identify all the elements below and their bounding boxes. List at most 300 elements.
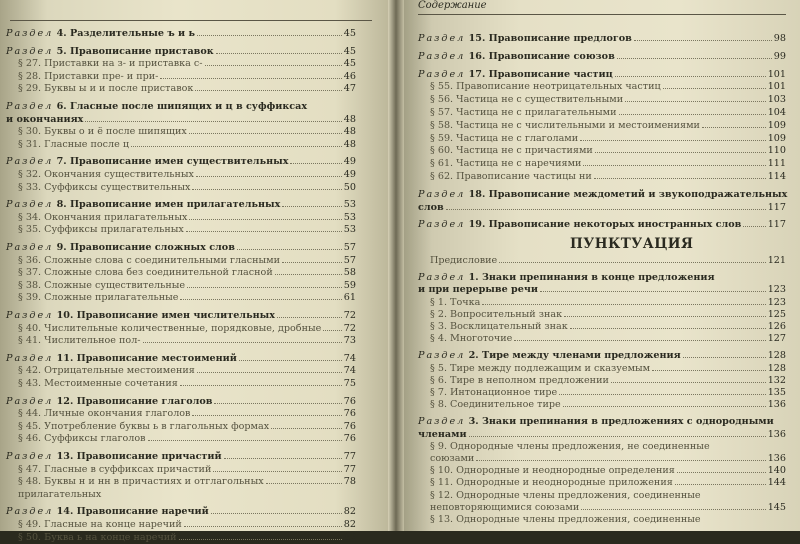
page-number: 76 — [343, 433, 356, 445]
leader-dots — [683, 349, 766, 358]
section-label: Раздел — [6, 242, 54, 253]
toc-entry-row — [18, 138, 356, 151]
toc-entry-row — [18, 70, 356, 83]
section-heading-punctuation: ПУНКТУАЦИЯ — [570, 236, 694, 252]
toc-entry-row — [18, 475, 356, 488]
section-title: 19. Правописание некоторых иностранных слов — [468, 219, 742, 231]
section-title: 10. Правописание имен числительных — [56, 310, 275, 321]
section-label: Раздел — [6, 45, 54, 57]
toc-title: § 10. Однородные и неоднородные определения — [430, 465, 675, 477]
toc-entry-row — [430, 464, 786, 477]
toc-entry-row — [18, 531, 356, 544]
page-number: 76 — [343, 420, 356, 432]
toc-title — [6, 353, 237, 365]
leader-dots — [446, 201, 766, 210]
toc-title: § 47. Гласные в суффиксах причастий — [18, 463, 212, 475]
toc-title: § 50. Буква ь на конце наречий — [18, 531, 177, 543]
page-number: 46 — [343, 70, 356, 82]
toc-section-row — [418, 188, 786, 201]
toc-title — [6, 506, 209, 518]
toc-entry-row — [430, 320, 786, 333]
section-title: 5. Правописание приставок — [56, 45, 214, 57]
leader-dots — [192, 181, 341, 190]
page-number: 132 — [767, 374, 786, 386]
leader-dots — [615, 68, 766, 77]
section-label: Раздел — [6, 395, 54, 407]
page-number: 45 — [343, 28, 356, 39]
toc-entry-row — [18, 223, 356, 236]
page-number: 50 — [343, 181, 356, 193]
toc-entry-row — [430, 513, 786, 526]
toc-entry-row — [18, 254, 356, 267]
toc-title: § 45. Употребление буквы ь в глагольных формах — [18, 420, 270, 432]
page-number: 76 — [343, 408, 356, 420]
page-number: 48 — [343, 138, 356, 150]
section-title: 17. Правописание частиц — [468, 68, 613, 80]
toc-title: § 2. Вопросительный знак — [430, 308, 563, 320]
page-number: 49 — [343, 156, 356, 168]
page-number: 48 — [343, 113, 356, 125]
page-number: 117 — [767, 201, 786, 213]
toc-title: § 13. Однородные члены предложения, соединенные — [430, 514, 701, 525]
toc-section-row — [6, 45, 356, 58]
running-head: Содержание — [418, 0, 487, 11]
page-number: 104 — [767, 107, 786, 118]
leader-dots — [743, 218, 765, 227]
right-page — [400, 0, 800, 531]
leader-dots — [677, 464, 766, 473]
toc-title: § 37. Сложные слова без соединительной гласной — [18, 267, 273, 279]
toc-title: § 4. Многоточие — [430, 333, 513, 345]
leader-dots — [211, 505, 342, 514]
toc-entry-row — [18, 291, 356, 304]
page-number: 73 — [343, 335, 356, 347]
toc-title: прилагательных — [18, 488, 102, 500]
toc-title — [418, 272, 715, 284]
toc-title: и окончаниях — [6, 113, 84, 125]
page-number: 57 — [343, 242, 356, 253]
toc-title: Предисловие — [430, 255, 498, 266]
page-number: 49 — [343, 169, 356, 180]
page-number: 109 — [767, 119, 786, 131]
page-number: 53 — [343, 199, 356, 211]
section-label: Раздел — [6, 101, 54, 112]
toc-entry-row — [418, 428, 786, 441]
section-label: Раздел — [418, 188, 466, 200]
toc-title: § 44. Личные окончания глаголов — [18, 408, 191, 420]
toc-entry-row — [430, 476, 786, 489]
section-label: Раздел — [418, 416, 466, 428]
leader-dots — [469, 428, 766, 437]
toc-title: § 6. Тире в неполном предложении — [430, 374, 609, 386]
toc-entry-row — [18, 211, 356, 224]
page-number: 76 — [343, 395, 356, 407]
leader-dots — [581, 501, 765, 510]
toc-entry-row — [430, 440, 786, 453]
toc-title — [6, 242, 235, 254]
leader-dots — [85, 113, 341, 122]
section-label: Раздел — [6, 451, 54, 462]
page-number: 128 — [767, 350, 786, 362]
toc-entry-row — [18, 82, 356, 95]
section-label: Раздел — [6, 28, 54, 39]
page-number: 72 — [343, 310, 356, 321]
section-title: 2. Тире между членами предложения — [468, 350, 681, 362]
section-label: Раздел — [418, 350, 466, 362]
page-number: 47 — [343, 83, 356, 95]
toc-title: § 36. Сложные слова с соединительными гласными — [18, 254, 281, 266]
toc-title: § 3. Восклицательный знак — [430, 321, 568, 332]
toc-title: § 34. Окончания прилагательных — [18, 211, 188, 223]
toc-entry-row — [18, 432, 356, 445]
section-label: Раздел — [418, 272, 466, 284]
leader-dots — [192, 407, 341, 416]
leader-dots — [275, 266, 342, 275]
toc-title: § 46. Суффиксы глаголов — [18, 433, 146, 445]
toc-entry-row — [430, 296, 786, 309]
page-number: 82 — [343, 531, 356, 543]
toc-title — [6, 310, 275, 322]
page-number: 75 — [343, 378, 356, 389]
leader-dots — [282, 198, 341, 207]
toc-entry-row — [430, 93, 786, 106]
section-title: 13. Правописание причастий — [56, 451, 222, 462]
leader-dots — [266, 475, 342, 484]
page-number: 59 — [343, 279, 356, 291]
leader-dots — [482, 296, 765, 305]
page-number: 72 — [343, 322, 356, 334]
page-number: 126 — [767, 321, 786, 332]
leader-dots — [197, 27, 342, 36]
toc-title — [6, 199, 280, 211]
toc-title: § 12. Однородные члены предложения, соединенные — [430, 489, 701, 501]
toc-entry-row — [18, 518, 356, 531]
page-number: 101 — [767, 81, 786, 93]
page-number: 101 — [767, 68, 786, 80]
leader-dots — [131, 138, 342, 147]
toc-section-row — [6, 198, 356, 211]
toc-entry-row — [418, 283, 786, 296]
toc-section-row — [418, 68, 786, 81]
leader-dots — [239, 352, 342, 361]
toc-title: § 8. Соединительное тире — [430, 399, 561, 411]
toc-title: слов — [418, 201, 444, 213]
toc-title: § 5. Тире между подлежащим и сказуемым — [430, 362, 651, 374]
leader-dots — [559, 386, 766, 395]
toc-entry-row — [18, 488, 356, 501]
page-number: 74 — [343, 365, 356, 377]
leader-dots — [197, 364, 342, 373]
section-label: Раздел — [6, 352, 54, 364]
leader-dots — [184, 518, 342, 527]
page-number: 82 — [343, 506, 356, 518]
toc-entry-row — [418, 201, 786, 214]
section-title: 4. Разделительные ъ и ь — [56, 28, 195, 39]
leader-dots — [195, 82, 341, 91]
top-rule — [418, 14, 786, 15]
toc-title: членами — [418, 428, 467, 440]
toc-title: § 59. Частица не с глаголами — [430, 132, 579, 144]
toc-entry-row — [18, 377, 356, 390]
leader-dots — [323, 322, 341, 331]
toc-title: § 1. Точка — [430, 296, 481, 308]
toc-section-row — [418, 32, 786, 45]
leader-dots — [702, 119, 766, 128]
toc-title — [418, 33, 632, 45]
leader-dots — [499, 254, 765, 263]
page-number: 136 — [767, 428, 786, 440]
toc-entry-row — [18, 181, 356, 194]
toc-title — [418, 69, 613, 81]
toc-section-row — [418, 349, 786, 362]
page-number: 127 — [767, 333, 786, 345]
toc-section-row — [6, 309, 356, 322]
leader-dots — [611, 374, 766, 383]
toc-section-row — [6, 241, 356, 254]
toc-entry-row — [18, 364, 356, 377]
toc-entry-row — [430, 144, 786, 157]
page-number: 123 — [767, 284, 786, 296]
toc-title — [6, 396, 212, 408]
toc-section-row — [6, 100, 356, 113]
page-number: 58 — [343, 267, 356, 279]
leader-dots — [189, 211, 341, 220]
toc-entry-row — [18, 279, 356, 292]
leader-dots — [652, 362, 766, 371]
page-number: 144 — [767, 477, 786, 489]
section-label: Раздел — [6, 506, 54, 518]
page-number: 111 — [767, 158, 786, 170]
page-number: 128 — [767, 362, 786, 374]
toc-title — [418, 416, 774, 428]
leader-dots — [617, 50, 772, 59]
top-rule — [10, 20, 372, 21]
leader-dots — [179, 531, 342, 540]
section-label: Раздел — [6, 156, 54, 168]
toc-title: союзами — [430, 453, 475, 464]
toc-title: § 31. Гласные после ц — [18, 138, 129, 150]
toc-entry-row — [430, 157, 786, 170]
toc-title: § 11. Однородные и неоднородные приложения — [430, 477, 673, 489]
toc-entry-row — [430, 386, 786, 399]
toc-title: и при перерыве речи — [418, 284, 538, 296]
leader-dots — [290, 155, 341, 164]
toc-title: § 28. Приставки пре- и при- — [18, 70, 159, 82]
leader-dots — [180, 377, 342, 386]
toc-title: § 62. Правописание частицы ни — [430, 171, 592, 182]
toc-title: § 57. Частица не с прилагательными — [430, 107, 617, 118]
toc-title: § 33. Суффиксы существительных — [18, 181, 191, 193]
leader-dots — [282, 254, 342, 263]
page-number: 136 — [767, 453, 786, 464]
toc-title: § 61. Частица не с наречиями — [430, 158, 582, 170]
left-page — [0, 0, 394, 543]
toc-title: § 38. Сложные существительные — [18, 279, 186, 291]
leader-dots — [160, 70, 341, 79]
page-number: 53 — [343, 211, 356, 223]
leader-dots — [580, 132, 766, 141]
leader-dots — [187, 279, 342, 288]
leader-dots — [625, 93, 766, 102]
section-title: 6. Гласные после шипящих и ц в суффиксах — [56, 101, 308, 112]
section-title: 18. Правописание междометий и звукоподражательных — [468, 188, 788, 200]
leader-dots — [216, 45, 342, 54]
leader-dots — [213, 463, 341, 472]
toc-title: § 35. Суффиксы прилагательных — [18, 224, 184, 236]
section-label: Раздел — [418, 50, 466, 62]
toc-entry-row — [430, 254, 786, 267]
toc-section-row — [6, 352, 356, 365]
leader-dots — [271, 420, 342, 429]
leader-dots — [180, 291, 341, 300]
page-number: 45 — [343, 58, 356, 70]
toc-section-row — [6, 505, 356, 518]
leader-dots — [214, 395, 341, 404]
toc-title: § 39. Сложные прилагательные — [18, 292, 179, 304]
section-title: 11. Правописание местоимений — [56, 352, 237, 364]
toc-section-row — [6, 450, 356, 463]
section-title: 12. Правописание глаголов — [56, 395, 213, 407]
toc-title: § 32. Окончания существительных — [18, 169, 194, 180]
toc-entry-row — [430, 119, 786, 132]
toc-entry-row — [430, 170, 786, 183]
page-number: 123 — [767, 296, 786, 308]
page-number: 135 — [767, 387, 786, 398]
section-title: 9. Правописание сложных слов — [56, 242, 235, 253]
toc-entry-row — [18, 420, 356, 433]
toc-title: § 48. Буквы н и нн в причастиях и отглагольных — [18, 476, 264, 488]
toc-entry-row — [430, 501, 786, 514]
toc-entry-row — [430, 362, 786, 375]
toc-title — [418, 51, 615, 63]
toc-title — [6, 101, 307, 113]
page-number: 109 — [767, 132, 786, 144]
toc-title: неповторяющимися союзами — [430, 501, 580, 513]
toc-entry-row — [6, 113, 356, 126]
toc-title: § 7. Интонационное тире — [430, 387, 558, 398]
leader-dots — [237, 241, 342, 250]
page-number: 82 — [343, 519, 356, 530]
toc-entry-row — [18, 463, 356, 476]
page-number: 48 — [343, 126, 356, 138]
leader-dots — [675, 476, 766, 485]
toc-entry-row — [18, 168, 356, 181]
section-title: 8. Правописание имен прилагательных — [56, 199, 281, 211]
toc-entry-row — [430, 308, 786, 321]
section-title: 16. Правописание союзов — [468, 50, 615, 62]
toc-entry-row — [430, 332, 786, 345]
toc-entry-row — [18, 125, 356, 138]
toc-section-row — [418, 218, 786, 231]
toc-title: § 27. Приставки на з- и приставка с- — [18, 58, 203, 70]
toc-section-row — [418, 50, 786, 63]
page-number: 61 — [343, 292, 356, 304]
section-title: 3. Знаки препинания в предложениях с однородными — [468, 416, 774, 428]
toc-title — [6, 451, 222, 463]
section-label: Раздел — [418, 33, 466, 44]
leader-dots — [205, 57, 342, 66]
page-number: 74 — [343, 352, 356, 364]
leader-dots — [634, 32, 772, 41]
page-number: 99 — [773, 50, 786, 62]
section-title: 1. Знаки препинания в конце предложения — [468, 272, 715, 284]
toc-title: § 56. Частица не с существительными — [430, 94, 624, 106]
toc-title — [418, 219, 741, 231]
toc-entry-row — [430, 398, 786, 411]
toc-title: § 43. Местоименные сочетания — [18, 378, 178, 389]
toc-entry-row — [18, 322, 356, 335]
toc-title: § 49. Гласные на конце наречий — [18, 519, 182, 530]
toc-title: § 42. Отрицательные местоимения — [18, 365, 195, 377]
toc-entry-row — [430, 106, 786, 119]
section-label: Раздел — [418, 219, 466, 231]
toc-title: § 55. Правописание неотрицательных частиц — [430, 81, 661, 93]
toc-entry-row — [430, 132, 786, 145]
leader-dots — [189, 125, 342, 134]
toc-title — [418, 350, 681, 362]
page-number: 110 — [767, 145, 786, 157]
leader-dots — [186, 223, 342, 232]
leader-dots — [595, 144, 766, 153]
toc-section-row — [6, 155, 356, 168]
leader-dots — [619, 106, 766, 115]
page-number: 57 — [343, 254, 356, 266]
page-number: 77 — [343, 451, 356, 462]
leader-dots — [476, 452, 765, 461]
leader-dots — [583, 157, 765, 166]
toc-section-row — [418, 415, 786, 428]
toc-title — [418, 189, 787, 201]
page-number: 121 — [767, 255, 786, 266]
leader-dots — [570, 320, 766, 329]
page-number: 78 — [343, 476, 356, 488]
toc-entry-row — [430, 452, 786, 465]
page-number: 140 — [767, 465, 786, 477]
toc-title: § 58. Частица не с числительными и местоимениями — [430, 119, 700, 131]
leader-dots — [277, 309, 342, 318]
page-number: 114 — [767, 171, 786, 182]
toc-entry-row — [18, 407, 356, 420]
toc-section-row — [418, 271, 786, 284]
section-title: 14. Правописание наречий — [56, 506, 209, 518]
leader-dots — [514, 332, 765, 341]
toc-entry-row — [430, 374, 786, 387]
leader-dots — [540, 283, 766, 292]
leader-dots — [196, 168, 342, 177]
toc-title — [6, 28, 195, 40]
section-title: 7. Правописание имен существительных — [56, 156, 289, 168]
leader-dots — [663, 80, 766, 89]
toc-section-row — [6, 395, 356, 408]
page-number: 103 — [767, 94, 786, 106]
section-label: Раздел — [6, 310, 54, 321]
toc-section-row — [6, 27, 356, 40]
section-label: Раздел — [6, 199, 54, 211]
toc-title: § 30. Буквы о и ё после шипящих — [18, 126, 187, 138]
page-number: 117 — [767, 219, 786, 231]
section-label: Раздел — [418, 68, 466, 80]
leader-dots — [594, 170, 766, 179]
toc-title: § 41. Числительное пол- — [18, 335, 141, 347]
toc-entry-row — [18, 57, 356, 70]
leader-dots — [563, 398, 766, 407]
toc-title: § 9. Однородные члены предложения, не соединенные — [430, 440, 710, 452]
section-title: 15. Правописание предлогов — [468, 33, 632, 44]
page-number: 45 — [343, 45, 356, 57]
toc-title — [6, 156, 288, 168]
book-gutter — [388, 0, 404, 531]
toc-title: § 40. Числительные количественные, порядковые, дробные — [18, 322, 322, 334]
